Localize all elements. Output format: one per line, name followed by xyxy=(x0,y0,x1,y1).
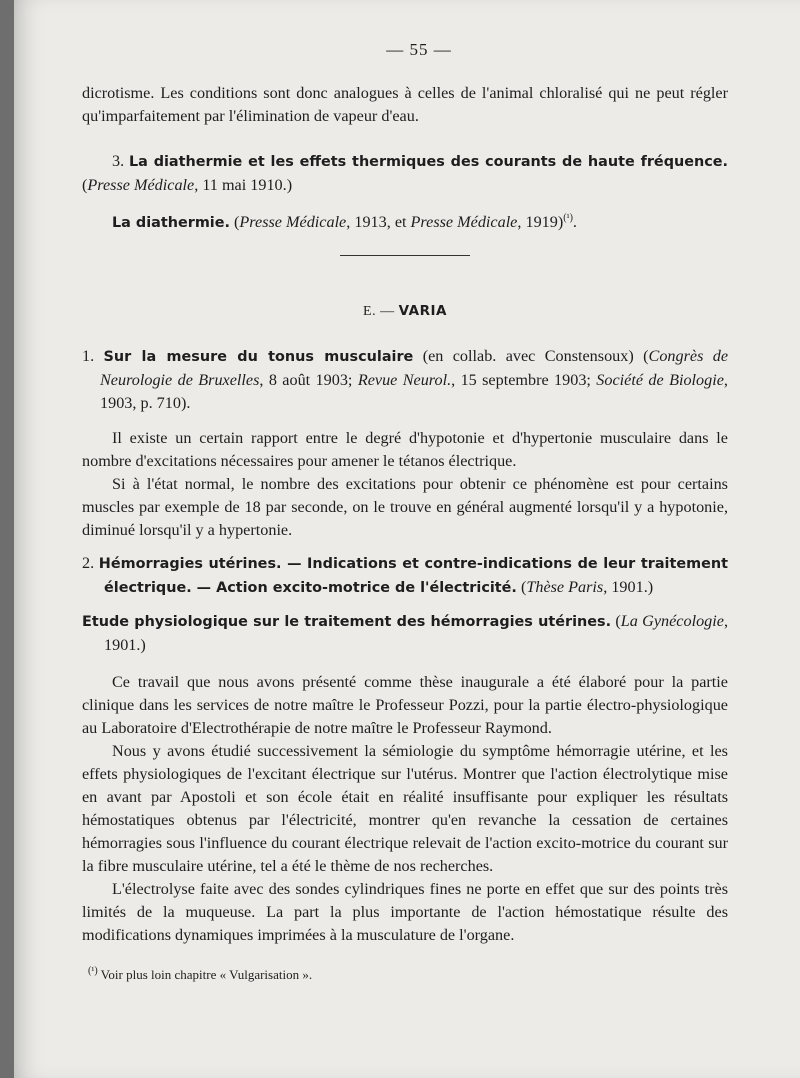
entry-diathermie-effets xyxy=(82,150,728,197)
entry-title: La diathermie et les effets thermiques des courants de haute fréquence. xyxy=(129,154,729,170)
congress-name: Congrès de Neurologie de Bruxelles xyxy=(100,347,729,389)
entry-title: Etude physiologique sur le traitement des hémorragies utérines. xyxy=(82,614,612,630)
journal-name: La Gynécologie xyxy=(620,612,724,630)
paragraph-semiologie: Nous y avons étudié successivement la sémiologie du symptôme hémorragie utérine, et les effets physiologiques de l'excitant électrique sur l'utérus. Montrer que l'action électrolytique mise en avant par Apostoli et son école était en réalité insuffisante pour expliquer les résultats hémostatiques obtenus par l'électricité, montrer qu'en revanche la cessation de certaines hémorragies sous l'influence du courant électrique relevait de l'action excito-motrice du courant sur la fibre musculaire utérine, tel a été le thème de nos recherches. xyxy=(82,742,728,875)
entry-title: Sur la mesure du tonus musculaire xyxy=(103,349,414,365)
ref-text: , 1901.) xyxy=(603,578,654,596)
ref-text: , 1903, p. 710). xyxy=(100,371,728,412)
journal-name: Presse Médicale xyxy=(87,176,195,194)
ref-text: , 15 septembre 1903; xyxy=(451,371,597,389)
paren: ( xyxy=(82,176,88,194)
footnote-marker: (¹) xyxy=(88,965,98,977)
page-content xyxy=(82,82,728,986)
paragraph-dicrotisme: dicrotisme. Les conditions sont donc analogues à celles de l'animal chloralisé qui ne peut régler qu'imparfaitement par l'élimination de vapeur d'eau. xyxy=(82,84,728,125)
ref-text: , 1901.) xyxy=(104,612,728,654)
entry-diathermie xyxy=(82,211,728,235)
footnote-text: Voir plus loin chapitre « Vulgarisation ». xyxy=(97,967,313,982)
ref-text: . xyxy=(572,213,577,231)
thesis-ref: Thèse Paris xyxy=(526,578,604,596)
journal-name: Revue Neurol. xyxy=(357,371,452,389)
entry-number: 1. xyxy=(82,347,95,365)
journal-name: Presse Médicale xyxy=(410,213,518,231)
paren: ( xyxy=(234,213,240,231)
society-name: Société de Biologie xyxy=(596,371,724,389)
paren: ( xyxy=(516,578,527,596)
footnote-marker: (¹) xyxy=(563,212,573,224)
journal-date: , 11 mai 1910.) xyxy=(194,176,293,194)
entry-number: 2. xyxy=(82,554,95,572)
entry-etude-physiologique xyxy=(82,610,728,657)
section-title: VARIA xyxy=(398,303,447,319)
document-page xyxy=(14,0,800,1078)
footnote xyxy=(82,963,728,986)
ref-text: , 1913, et xyxy=(346,213,411,231)
paren: ( xyxy=(611,612,621,630)
ref-text: (en collab. avec Constensoux) ( xyxy=(413,347,649,365)
section-divider xyxy=(340,255,470,256)
page-number: — 55 — xyxy=(386,40,452,59)
entry-tonus-musculaire xyxy=(82,345,728,415)
paragraph-rapport: Il existe un certain rapport entre le degré d'hypotonie et d'hypertonie musculaire dans le nombre d'excitations nécessaires pour amener le tétanos électrique. xyxy=(82,429,728,470)
entry-title: La diathermie. xyxy=(112,215,230,231)
entry-number: 3. xyxy=(112,152,125,170)
entry-title: Hémorragies utérines. — Indications et contre-indications de leur traitement électrique. — Action excito-motrice de l'électricité. xyxy=(98,556,729,596)
ref-text: , 1919) xyxy=(517,213,564,231)
ref-text: , 8 août 1903; xyxy=(259,371,358,389)
section-letter: E. — xyxy=(363,304,395,319)
journal-name: Presse Médicale xyxy=(239,213,347,231)
paragraph-electrolyse: L'électrolyse faite avec des sondes cylindriques fines ne porte en effet que sur des points très limités de la muqueuse. La part la plus importante de l'action hémostatique résulte des modifications dynamiques imprimées à la musculature de l'organe. xyxy=(82,880,728,944)
entry-hemorragies-uterines xyxy=(82,552,728,600)
paragraph-etat-normal: Si à l'état normal, le nombre des excitations pour obtenir ce phénomène est pour certains muscles par exemple de 18 par seconde, on le trouve en général augmenté lorsqu'il y a hypotonie, diminué lorsqu'il y a hypertonie. xyxy=(82,475,728,539)
paragraph-travail: Ce travail que nous avons présenté comme thèse inaugurale a été élaboré pour la partie clinique dans les services de notre maître le Professeur Pozzi, pour la partie électro-physiologique au Laboratoire d'Electrothérapie de notre maître le Professeur Raymond. xyxy=(82,673,728,737)
section-heading xyxy=(82,300,728,323)
